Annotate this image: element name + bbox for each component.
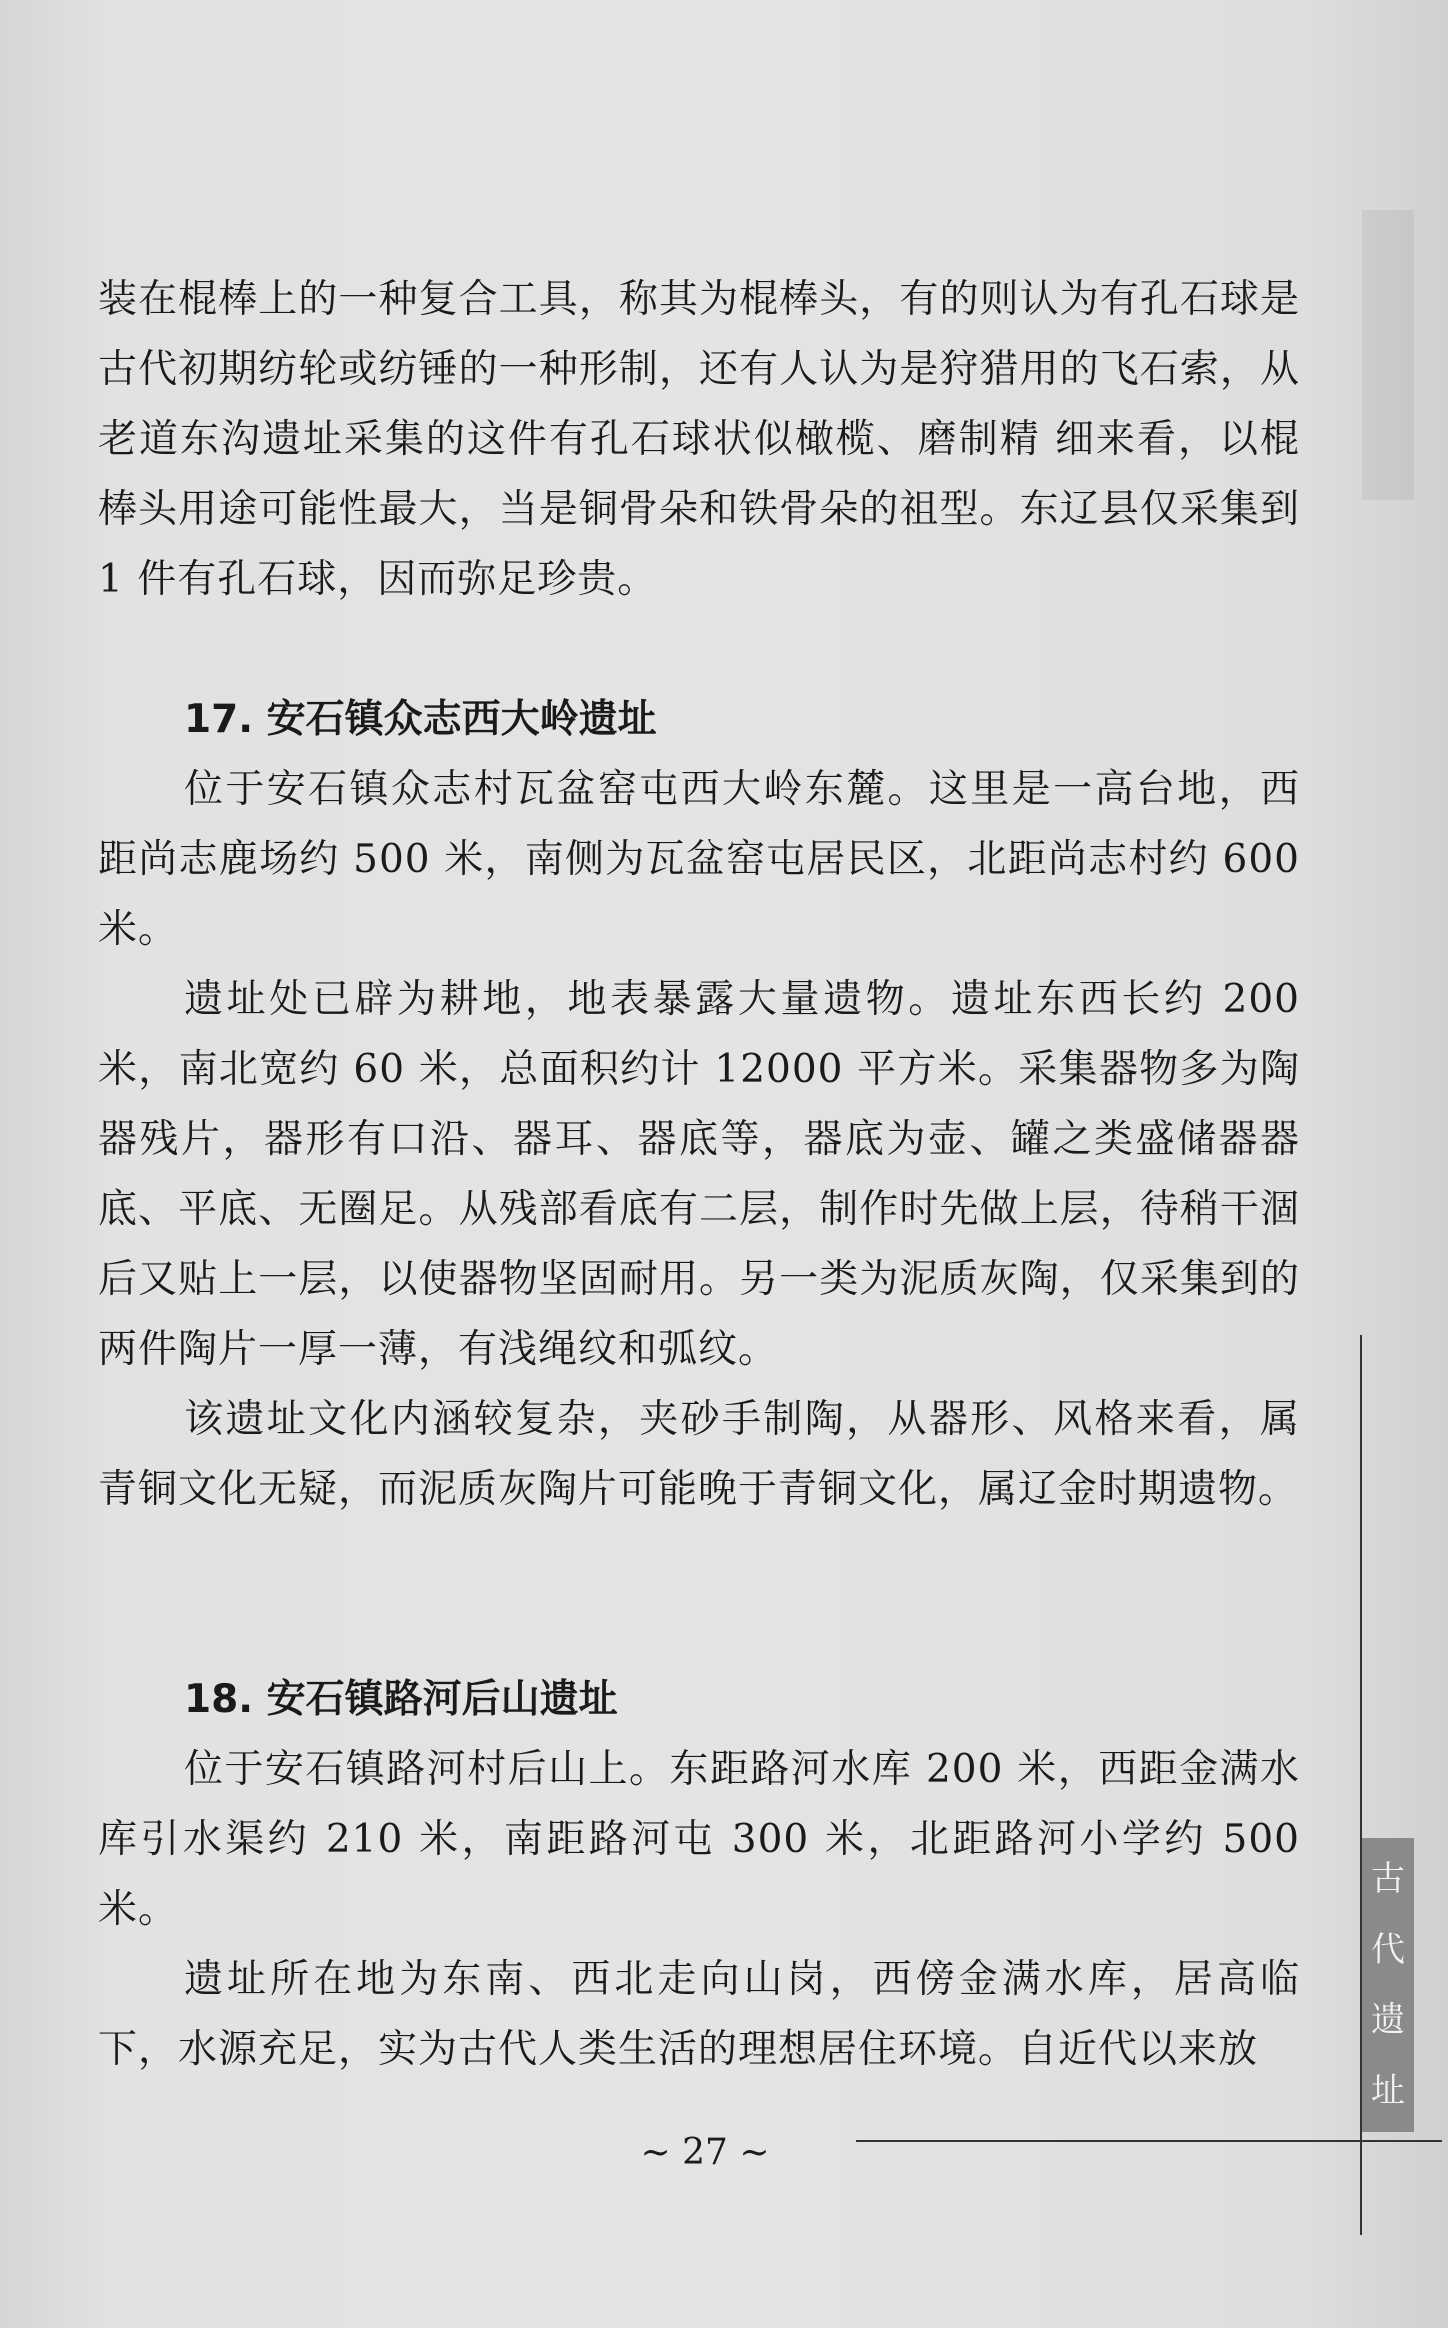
side-tab-char: 代 (1371, 1929, 1405, 1970)
paragraph: 遗址所在地为东南、西北走向山岗，西傍金满水库，居高临下，水源充足，实为古代人类生活的理想居住环境。自近代以来放 (98, 1957, 1300, 2072)
paragraph: 位于安石镇众志村瓦盆窑屯西大岭东麓。这里是一高台地，西距尚志鹿场约 500 米，南侧为瓦盆窑屯居民区，北距尚志村约 600 米。 (98, 767, 1300, 952)
side-tab-char: 址 (1371, 2070, 1405, 2111)
section-heading-17: 17. 安石镇众志西大岭遗址 (184, 697, 657, 742)
paragraph: 该遗址文化内涵较复杂，夹砂手制陶，从器形、风格来看，属青铜文化无疑，而泥质灰陶片可能晚于青铜文化，属辽金时期遗物。 (98, 1397, 1300, 1512)
body-text-top (98, 265, 1300, 615)
footer-rule (856, 2140, 1442, 2142)
page-number: ~ 27 ~ (640, 2132, 770, 2173)
bleed-through-tab (1362, 210, 1414, 500)
body-text-section18 (98, 1735, 1300, 2085)
section-heading-18: 18. 安石镇路河后山遗址 (184, 1677, 618, 1722)
body-text-section17 (98, 755, 1300, 1525)
paragraph: 位于安石镇路河村后山上。东距路河水库 200 米，西距金满水库引水渠约 210 米，南距路河屯 300 米，北距路河小学约 500 米。 (98, 1747, 1300, 1932)
side-tab-char: 古 (1371, 1859, 1405, 1900)
chapter-side-tab (1362, 1838, 1414, 2132)
side-tab-char: 遗 (1371, 2000, 1405, 2041)
paragraph: 遗址处已辟为耕地，地表暴露大量遗物。遗址东西长约 200 米，南北宽约 60 米，总面积约计 12000 平方米。采集器物多为陶器残片，器形有口沿、器耳、器底等，器底为壶、罐之类盛储器器底、平底、无圈足。从残部看底有二层，制作时先做上层，待稍干涸后又贴上一层，以使器物坚固耐用。另一类为泥质灰陶，仅采集到的两件陶片一厚一薄，有浅绳纹和弧纹。 (98, 977, 1300, 1372)
paragraph-continued: 装在棍棒上的一种复合工具，称其为棍棒头，有的则认为有孔石球是古代初期纺轮或纺锤的一种形制，还有人认为是狩猎用的飞石索，从老道东沟遗址采集的这件有孔石球状似橄榄、磨制精 细来看，以棍棒头用途可能性最大，当是铜骨朵和铁骨朵的祖型。东辽县仅采集到 1 件有孔石球，因而弥足珍贵。 (98, 277, 1300, 602)
